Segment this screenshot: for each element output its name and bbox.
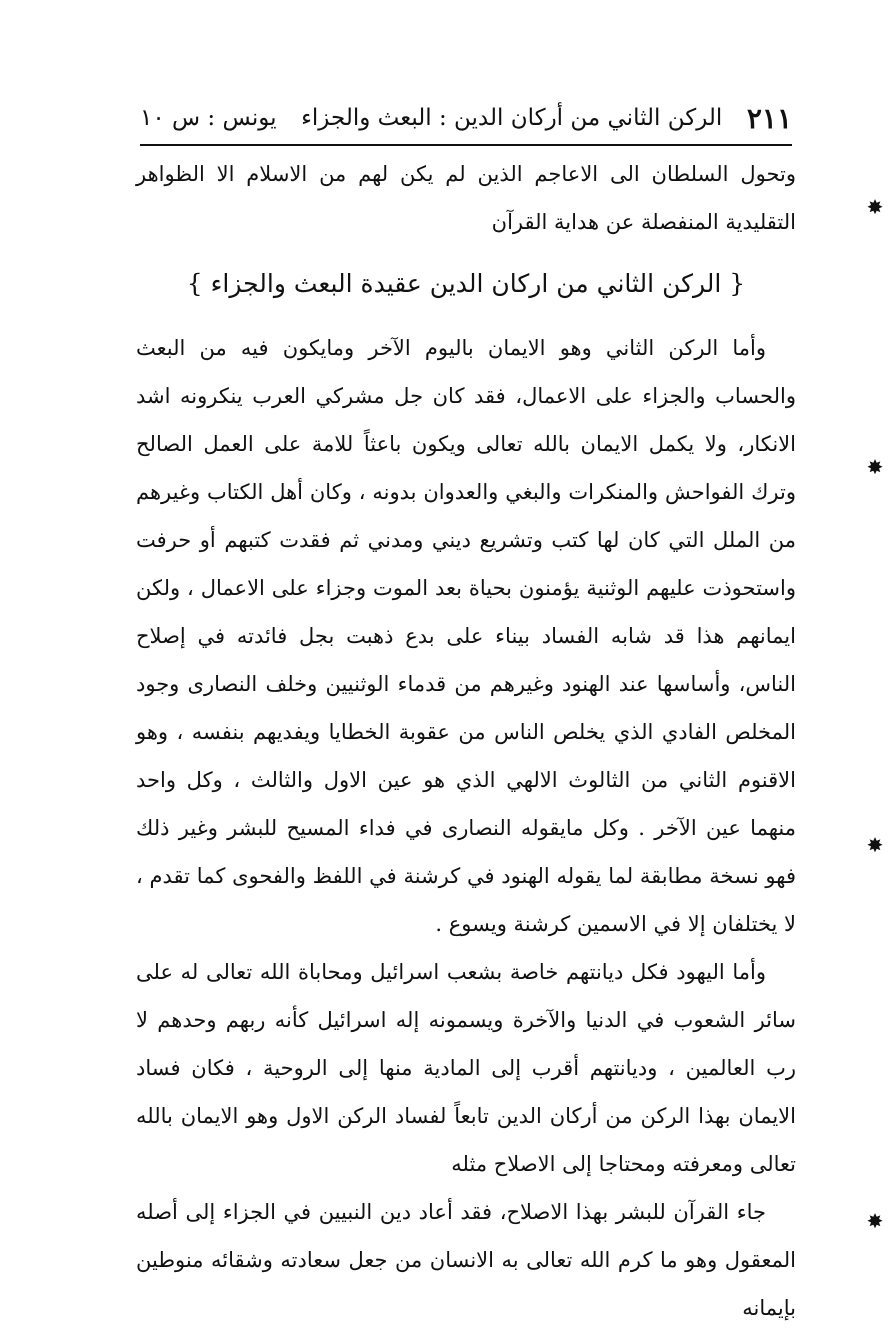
margin-mark-icon: ✸	[866, 455, 884, 479]
margin-mark-icon: ✸	[866, 1209, 884, 1233]
header-rule	[140, 144, 792, 146]
margin-mark-icon: ✸	[866, 195, 884, 219]
body-text	[136, 150, 796, 1332]
paragraph-intro: وتحول السلطان الى الاعاجم الذين لم يكن لهم من الاسلام الا الظواهر التقليدية المنفصلة عن هداية القرآن	[136, 162, 796, 234]
paragraph-jews: وأما اليهود فكل ديانتهم خاصة بشعب اسرائيل ومحاباة الله تعالى له على سائر الشعوب في الدنيا والآخرة ويسمونه إله اسرائيل كأنه ربهم وحدهم لا رب العالمين ، وديانتهم أقرب إلى المادية منها إلى الروحية ، فكان فساد الايمان بهذا الركن من أركان الدين تابعاً لفساد الركن الاول وهو الايمان بالله تعالى ومعرفته ومحتاجا إلى الاصلاح مثله	[136, 960, 796, 1176]
running-header	[140, 92, 792, 144]
paragraph-quran-reform: جاء القرآن للبشر بهذا الاصلاح، فقد أعاد دين النبيين في الجزاء إلى أصله المعقول وهو ما كرم الله تعالى به الانسان من جعل سعادته وشقائه منوطين بإيمانه	[136, 1200, 796, 1320]
paragraph-afterlife: وأما الركن الثاني وهو الايمان باليوم الآخر ومايكون فيه من البعث والحساب والجزاء على الاعمال، فقد كان جل مشركي العرب ينكرونه اشد الانكار، ولا يكمل الايمان بالله تعالى ويكون باعثاً للامة على العمل الصالح وترك الفواحش والمنكرات والبغي والعدوان بدونه ، وكان أهل الكتاب وغيرهم من الملل التي كان لها كتب وتشريع ديني ومدني ثم فقدت كتبهم أو حرفت واستحوذت عليهم الوثنية يؤمنون بحياة بعد الموت وجزاء على الاعمال ، ولكن ايمانهم هذا قد شابه الفساد بيناء على بدع ذهبت بجل فائدته في إصلاح الناس، وأساسها عند الهنود وغيرهم من قدماء الوثنيين وخلف النصارى وجود المخلص الفادي الذي يخلص الناس من عقوبة الخطايا ويفديهم بنفسه ، وهو الاقنوم الثاني من الثالوث الالهي الذي هو عين الاول والثالث ، وكل واحد منهما عين الآخر . وكل مايقوله النصارى في فداء المسيح للبشر وغير ذلك فهو نسخة مطابقة لما يقوله الهنود في كرشنة في اللفظ والفحوى كما تقدم ، لا يختلفان إلا في الاسمين كرشنة ويسوع .	[136, 336, 796, 936]
section-heading: { الركن الثاني من اركان الدين عقيدة البعث والجزاء }	[186, 269, 746, 298]
header-surah-reference: يونس : س ١٠	[140, 105, 277, 131]
margin-mark-icon: ✸	[866, 833, 884, 857]
header-chapter-title: الركن الثاني من أركان الدين : البعث والجزاء	[301, 105, 723, 131]
page-number: ٢١١	[746, 101, 792, 135]
